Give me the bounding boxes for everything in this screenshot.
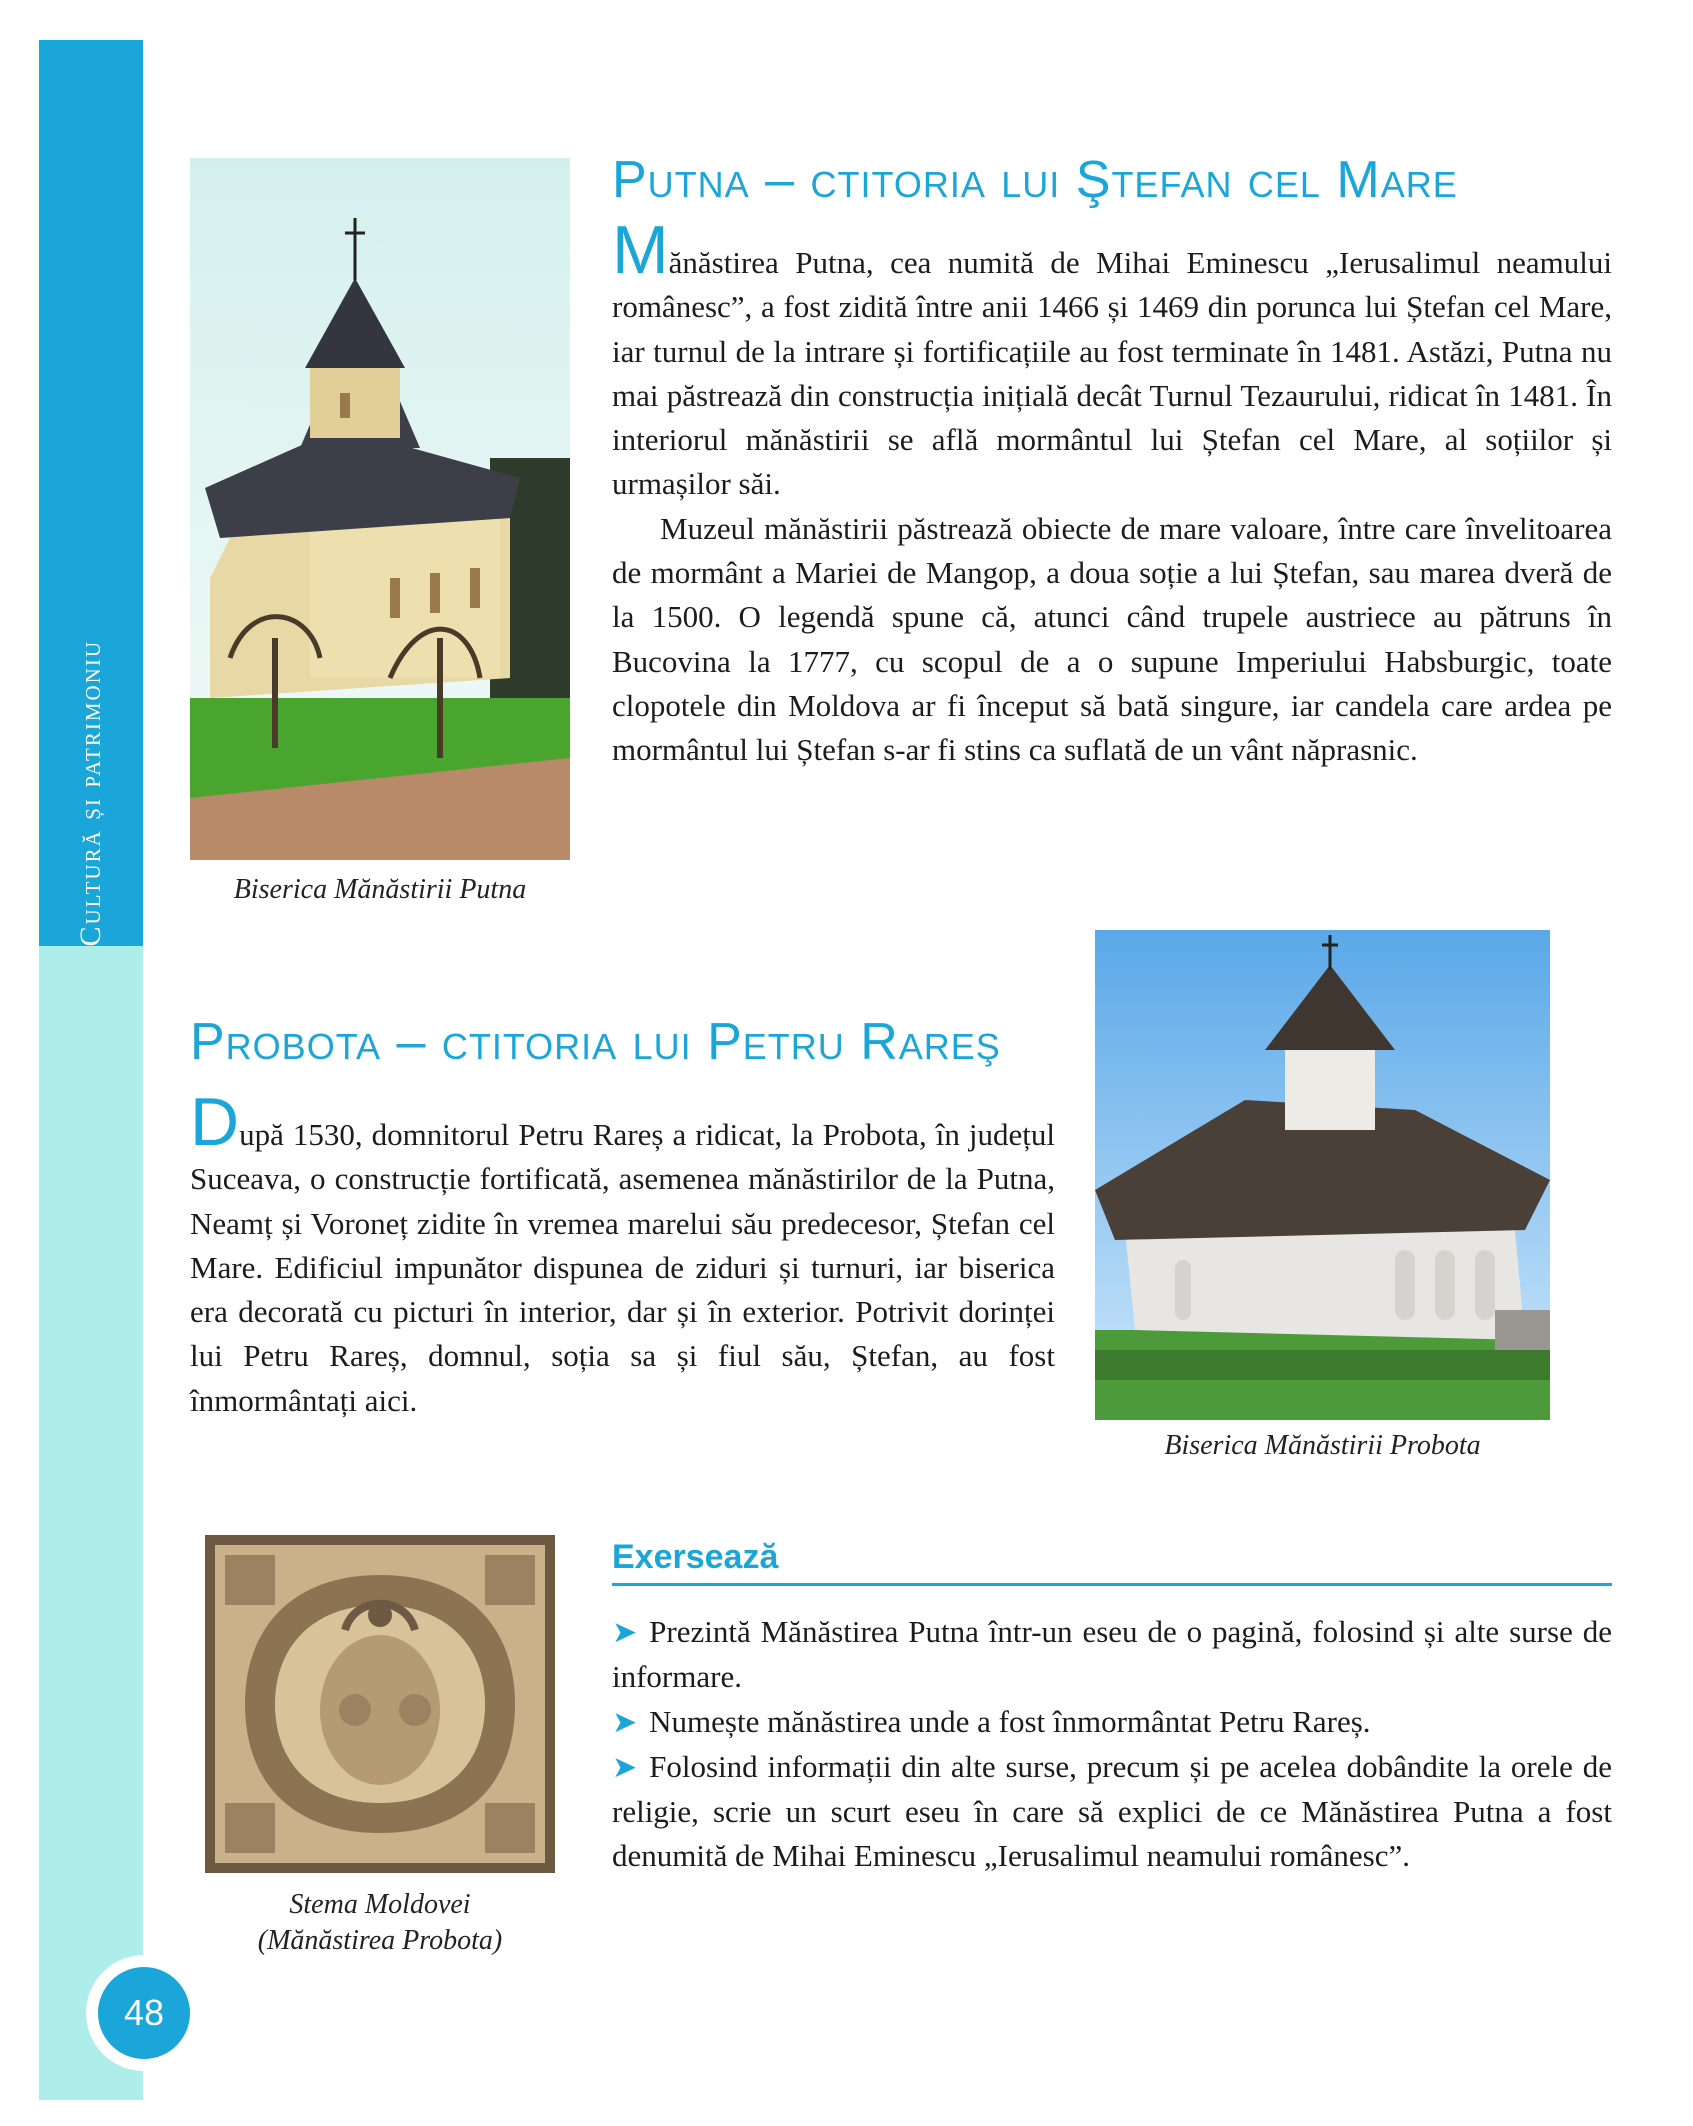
probota-photo-caption: Biserica Mănăstirii Probota	[1164, 1430, 1481, 1461]
page-number-badge	[86, 1955, 202, 2071]
exercises-list	[612, 1610, 1612, 1879]
page-number: 48	[98, 1967, 190, 2059]
stema-caption-line-1: Stema Moldovei	[289, 1889, 471, 1920]
probota-paragraph-text: upă 1530, domnitorul Petru Rareș a ridicat, la Probota, în județul Suceava, o construcție fortificată, asemenea mănăstirilor de la Putna, Neamț și Voroneț zidite în vremea marelui său predecesor, Ștefan cel Mare. Edificiul impunător dispunea de ziduri și turnuri, iar biserica era decorată cu picturi în interior, dar și în exterior. Potrivit dorinței lui Petru Rareș, domnul, soția sa și fiul său, Ștefan, au fost înmormântați aici.	[190, 1117, 1055, 1418]
putna-paragraph-2: Muzeul mănăstirii păstrează obiecte de mare valoare, între care învelitoarea de mormânt a Mariei de Mangop, a doua soție a lui Ștefan, sau marea dveră de la 1500. O legendă spune că, atunci când trupele austriece au pătruns în Bucovina la 1777, cu scopul de a o supune Imperiului Habsburgic, toate clopotele din Moldova ar fi început să bată singure, iar candela care ardea pe mormântul lui Ștefan s-ar fi stins ca suflată de un vânt năprasnic.	[612, 510, 1612, 768]
exercise-text-1: Prezintă Mănăstirea Putna într-un eseu de o pagină, folosind și alte surse de informare.	[612, 1614, 1612, 1695]
probota-paragraph	[190, 1084, 1055, 1423]
exercise-text-2: Numește mănăstirea unde a fost înmormântat Petru Rareș.	[649, 1703, 1371, 1739]
stema-moldovei-photo	[205, 1535, 555, 1873]
putna-photo-caption: Biserica Mănăstirii Putna	[233, 874, 527, 905]
probota-dropcap: D	[190, 1084, 240, 1160]
arrow-right-icon: ➤	[612, 1705, 638, 1739]
putna-body	[612, 212, 1612, 773]
putna-heading: Putna – ctitoria lui Ştefan cel Mare	[612, 151, 1458, 209]
exercises-heading: Exersează	[612, 1538, 1612, 1586]
stema-caption-line-2: (Mănăstirea Probota)	[257, 1925, 503, 1956]
stema-caption	[205, 1887, 555, 1959]
putna-paragraph-1-text: ănăstirea Putna, cea numită de Mihai Eminescu „Ierusalimul neamului românesc”, a fost zidită între anii 1466 și 1469 din porunca lui Ștefan cel Mare, iar turnul de la intrare și fortificațiile au fost terminate în 1481. Astăzi, Putna nu mai păstrează din construcția inițială decât Turnul Tezaurului, ridicat în 1481. În interiorul mănăstirii se află mormântul lui Ștefan cel Mare, al soțiilor și urmașilor săi.	[612, 245, 1612, 502]
putna-paragraph-1	[612, 212, 1612, 507]
sidebar-label: Cultură și patrimoniu	[74, 639, 107, 946]
exercise-item	[612, 1745, 1612, 1879]
probota-body	[190, 1084, 1055, 1423]
exercise-text-3: Folosind informații din alte surse, precum și pe acelea dobândite la orele de religie, scrie un scurt eseu în care să explici de ce Mănăstirea Putna a fost denumită de Mihai Eminescu „Ierusalimul neamului românesc”.	[612, 1748, 1612, 1874]
exercise-item	[612, 1610, 1612, 1700]
sidebar-label-container	[39, 40, 143, 946]
exercise-item	[612, 1700, 1612, 1745]
probota-church-photo	[1095, 930, 1550, 1420]
arrow-right-icon: ➤	[612, 1750, 638, 1784]
putna-dropcap: M	[612, 212, 669, 288]
arrow-right-icon: ➤	[612, 1616, 638, 1649]
probota-heading: Probota – ctitoria lui Petru Rareş	[190, 1013, 1001, 1071]
putna-church-photo	[190, 158, 570, 860]
